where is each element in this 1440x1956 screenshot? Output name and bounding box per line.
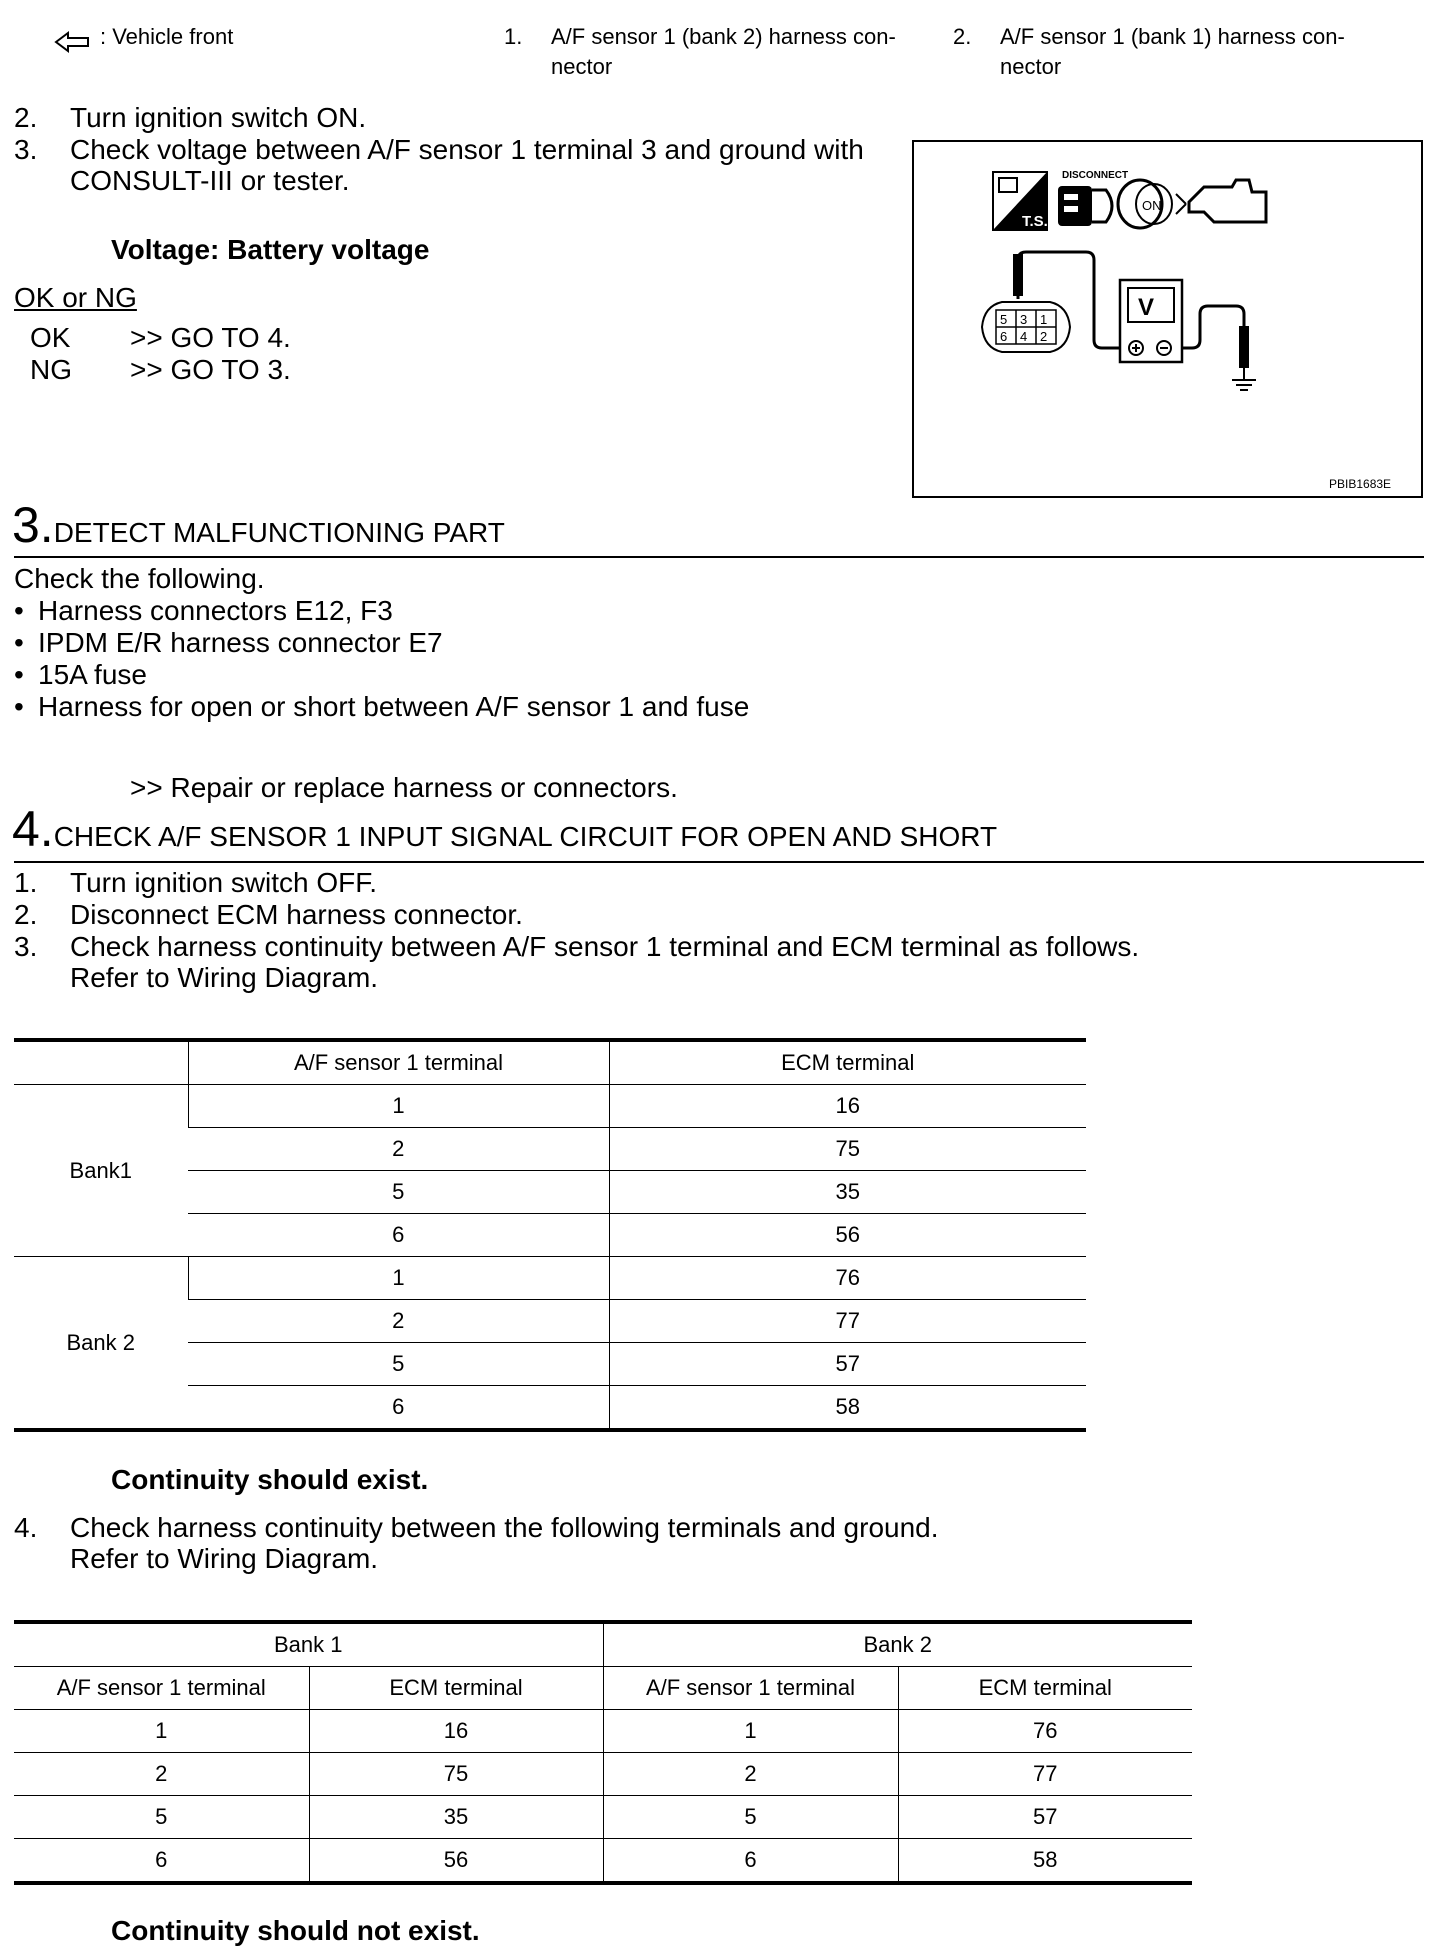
step2-item-number: 2. bbox=[14, 102, 38, 133]
table-cell: 35 bbox=[309, 1796, 603, 1839]
ng-action: >> GO TO 3. bbox=[130, 354, 291, 385]
step4-item-number: 4. bbox=[14, 1512, 38, 1543]
ok-label: OK bbox=[30, 322, 71, 353]
table-cell: 76 bbox=[609, 1257, 1086, 1300]
table-group-header: Bank 2 bbox=[603, 1622, 1192, 1667]
step2-item-text: Check voltage between A/F sensor 1 terminal 3 and ground with bbox=[70, 134, 864, 165]
voltage-check-diagram bbox=[912, 140, 1423, 498]
table-cell: 75 bbox=[309, 1753, 603, 1796]
table-cell: 16 bbox=[609, 1085, 1086, 1128]
table-header-row bbox=[14, 1040, 1086, 1085]
step3-header bbox=[12, 497, 505, 553]
step2-item-number: 3. bbox=[14, 134, 38, 165]
step3-rule bbox=[14, 556, 1424, 558]
svg-text:5: 5 bbox=[1000, 312, 1008, 327]
svg-text:V: V bbox=[1138, 294, 1155, 321]
step4-item-text: Check harness continuity between the following terminals and ground. bbox=[70, 1512, 939, 1543]
table-row bbox=[14, 1753, 1192, 1796]
table-header: ECM terminal bbox=[898, 1667, 1192, 1710]
step3-intro: Check the following. bbox=[14, 563, 265, 594]
table-cell: 1 bbox=[188, 1085, 609, 1128]
step4-title: CHECK A/F SENSOR 1 INPUT SIGNAL CIRCUIT FOR OPEN AND SHORT bbox=[53, 821, 998, 852]
table-cell: 58 bbox=[609, 1386, 1086, 1431]
table-cell: 5 bbox=[188, 1343, 609, 1386]
table-cell: 2 bbox=[14, 1753, 309, 1796]
table-cell: 16 bbox=[309, 1710, 603, 1753]
step3-bullet: 15A fuse bbox=[38, 659, 147, 690]
voltmeter bbox=[1120, 280, 1182, 362]
diagram-illustration bbox=[914, 142, 1420, 495]
table-header: ECM terminal bbox=[309, 1667, 603, 1710]
table-cell: 5 bbox=[603, 1796, 898, 1839]
step4-item-number: 3. bbox=[14, 931, 38, 962]
engine-icon bbox=[1176, 180, 1266, 222]
table-cell: 56 bbox=[609, 1214, 1086, 1257]
bank-label: Bank 2 bbox=[14, 1257, 188, 1431]
table-cell: 1 bbox=[14, 1710, 309, 1753]
ok-or-ng-heading: OK or NG bbox=[14, 282, 137, 313]
ng-label: NG bbox=[30, 354, 72, 385]
step3-number: 3. bbox=[12, 497, 54, 553]
ignition-on-icon bbox=[1118, 180, 1172, 228]
bullet-marker: • bbox=[14, 627, 24, 658]
bank-label: Bank1 bbox=[14, 1085, 188, 1257]
step4-item-number: 1. bbox=[14, 867, 38, 898]
ground-continuity-table bbox=[14, 1620, 1192, 1885]
terminal-continuity-table bbox=[14, 1038, 1086, 1432]
step3-bullet: Harness connectors E12, F3 bbox=[38, 595, 393, 626]
no-continuity-spec: Continuity should not exist. bbox=[111, 1915, 480, 1946]
step4-rule bbox=[14, 861, 1424, 863]
table-header bbox=[14, 1040, 188, 1085]
legend-item1-number: 1. bbox=[504, 24, 523, 49]
svg-text:DISCONNECT: DISCONNECT bbox=[1062, 170, 1129, 181]
svg-text:ON: ON bbox=[1142, 198, 1162, 213]
svg-text:6: 6 bbox=[1000, 329, 1008, 344]
step3-title: DETECT MALFUNCTIONING PART bbox=[53, 517, 505, 548]
vehicle-front-arrow-icon bbox=[54, 30, 92, 54]
table-row bbox=[14, 1085, 1086, 1128]
svg-text:4: 4 bbox=[1020, 329, 1028, 344]
table-cell: 56 bbox=[309, 1839, 603, 1884]
ok-action: >> GO TO 4. bbox=[130, 322, 291, 353]
bullet-marker: • bbox=[14, 691, 24, 722]
table-cell: 1 bbox=[188, 1257, 609, 1300]
table-cell: 35 bbox=[609, 1171, 1086, 1214]
af-sensor-connector bbox=[982, 302, 1070, 352]
table-row bbox=[14, 1710, 1192, 1753]
table-cell: 6 bbox=[188, 1386, 609, 1431]
step4-number: 4. bbox=[12, 801, 54, 857]
table-row bbox=[14, 1257, 1086, 1300]
table-cell: 75 bbox=[609, 1128, 1086, 1171]
table-cell: 58 bbox=[898, 1839, 1192, 1884]
table-group-header: Bank 1 bbox=[14, 1622, 603, 1667]
table-cell: 77 bbox=[609, 1300, 1086, 1343]
table-cell: 2 bbox=[603, 1753, 898, 1796]
svg-text:2: 2 bbox=[1040, 329, 1048, 344]
legend-item2-number: 2. bbox=[953, 24, 972, 49]
table-cell: 57 bbox=[609, 1343, 1086, 1386]
continuity-spec: Continuity should exist. bbox=[111, 1464, 429, 1495]
table-cell: 5 bbox=[188, 1171, 609, 1214]
bullet-marker: • bbox=[14, 659, 24, 690]
table-row bbox=[14, 1796, 1192, 1839]
step4-item-text-continued: Refer to Wiring Diagram. bbox=[70, 962, 379, 993]
legend-item2-line1: A/F sensor 1 (bank 1) harness con- bbox=[1000, 24, 1345, 49]
step4-item-text: Turn ignition switch OFF. bbox=[70, 867, 378, 898]
svg-text:1: 1 bbox=[1040, 312, 1048, 327]
table-cell: 2 bbox=[188, 1128, 609, 1171]
table-cell: 1 bbox=[603, 1710, 898, 1753]
table-group-header-row bbox=[14, 1622, 1192, 1667]
step4-item-text-continued: Refer to Wiring Diagram. bbox=[70, 1543, 379, 1574]
table-row bbox=[14, 1839, 1192, 1884]
table-cell: 6 bbox=[603, 1839, 898, 1884]
diagram-code: PBIB1683E bbox=[1329, 477, 1392, 491]
step2-item-text: Turn ignition switch ON. bbox=[70, 102, 367, 133]
table-cell: 57 bbox=[898, 1796, 1192, 1839]
table-cell: 77 bbox=[898, 1753, 1192, 1796]
ground-symbol-icon bbox=[1232, 380, 1256, 390]
step3-bullet: IPDM E/R harness connector E7 bbox=[38, 627, 443, 658]
step2-item-text-continued: CONSULT-III or tester. bbox=[70, 165, 350, 196]
table-cell: 6 bbox=[188, 1214, 609, 1257]
voltage-spec: Voltage: Battery voltage bbox=[111, 234, 430, 265]
step3-action: >> Repair or replace harness or connectors. bbox=[130, 772, 678, 803]
step4-item-text: Check harness continuity between A/F sensor 1 terminal and ECM terminal as follows. bbox=[70, 931, 1140, 962]
legend-vehicle-front: : Vehicle front bbox=[100, 24, 234, 49]
test-stand-icon bbox=[993, 172, 1048, 230]
table-header: A/F sensor 1 terminal bbox=[14, 1667, 309, 1710]
svg-text:3: 3 bbox=[1020, 312, 1028, 327]
table-header-row bbox=[14, 1667, 1192, 1710]
table-cell: 5 bbox=[14, 1796, 309, 1839]
step4-item-text: Disconnect ECM harness connector. bbox=[70, 899, 523, 930]
step3-bullet: Harness for open or short between A/F sensor 1 and fuse bbox=[38, 691, 750, 722]
step4-header bbox=[12, 801, 998, 857]
table-cell: 2 bbox=[188, 1300, 609, 1343]
table-cell: 6 bbox=[14, 1839, 309, 1884]
table-header: A/F sensor 1 terminal bbox=[188, 1040, 609, 1085]
table-cell: 76 bbox=[898, 1710, 1192, 1753]
table-header: ECM terminal bbox=[609, 1040, 1086, 1085]
svg-text:T.S.: T.S. bbox=[1022, 213, 1048, 230]
legend-item2-line2: nector bbox=[1000, 54, 1062, 79]
legend-item1-line2: nector bbox=[551, 54, 613, 79]
bullet-marker: • bbox=[14, 595, 24, 626]
step4-item-number: 2. bbox=[14, 899, 38, 930]
legend-item1-line1: A/F sensor 1 (bank 2) harness con- bbox=[551, 24, 896, 49]
table-header: A/F sensor 1 terminal bbox=[603, 1667, 898, 1710]
